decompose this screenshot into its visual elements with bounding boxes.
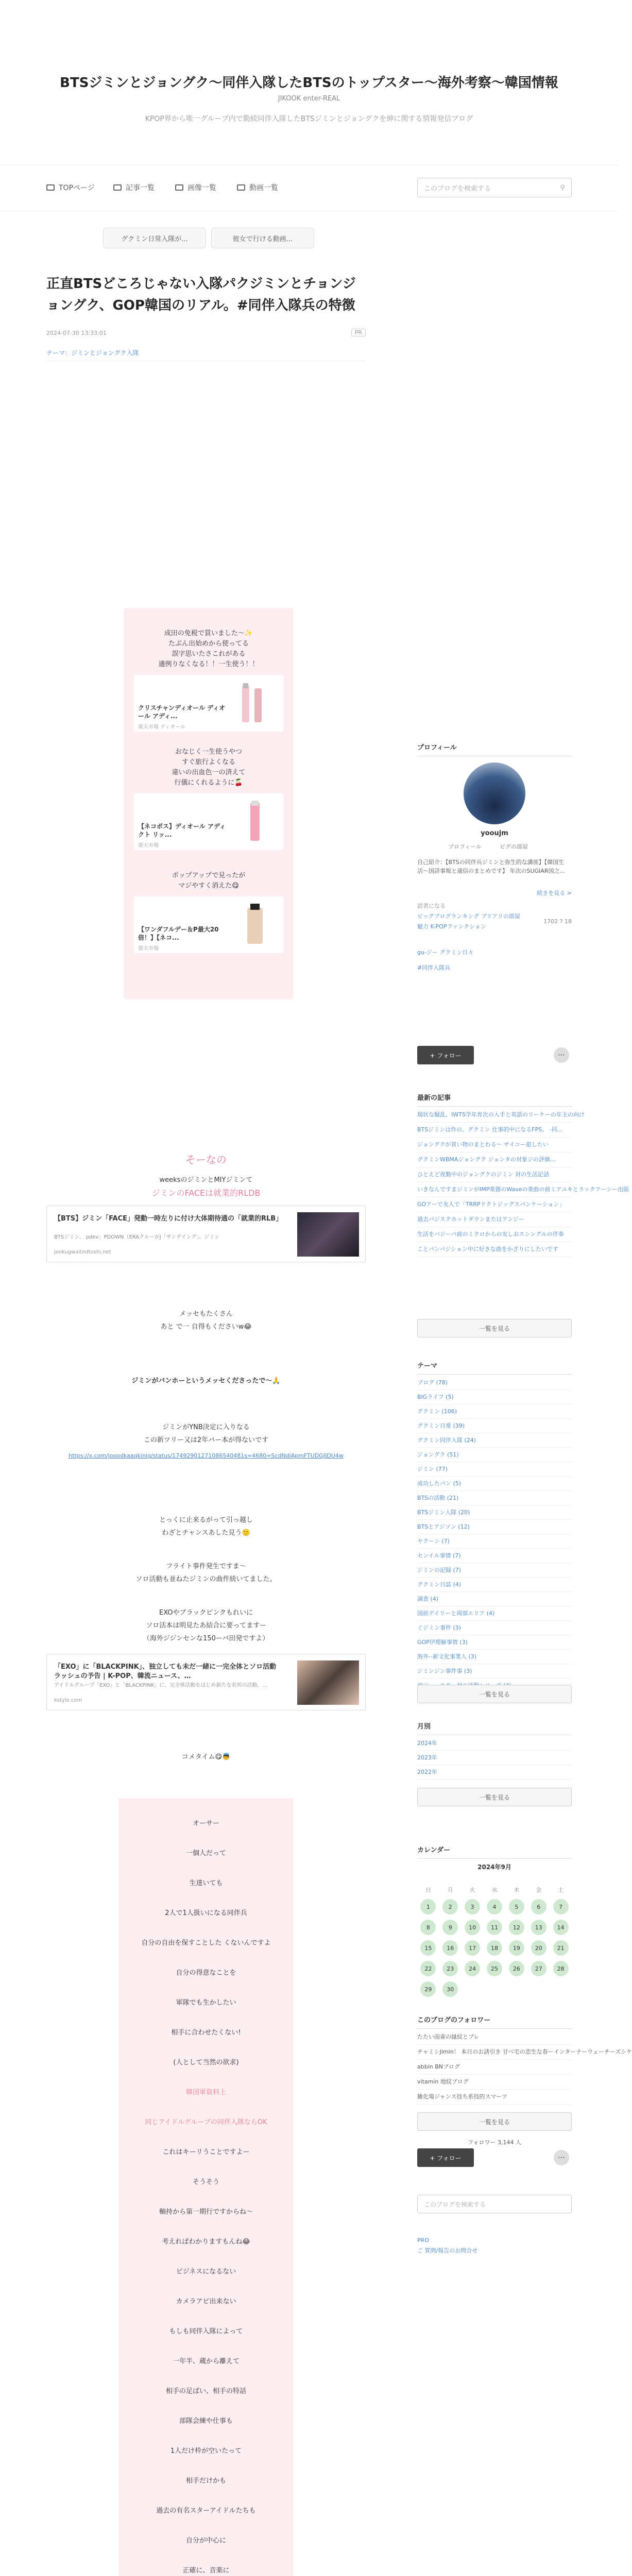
calendar-day[interactable]: 15 <box>420 1940 436 1956</box>
site-title[interactable]: BTSジミンとジョングク〜同伴入隊したBTSのトップスター〜海外考察〜韓国情報 <box>60 75 558 91</box>
theme-item[interactable]: 国前デイリーと両部エリア (4) <box>417 1606 572 1621</box>
ad-text: ポップアップで見ったが <box>172 872 246 879</box>
quote-line: 軸持から第一期行ですからね〜 <box>159 2208 253 2216</box>
footer-link[interactable]: ご 質問/報告のお問合せ <box>417 2247 478 2254</box>
calendar-day[interactable]: 10 <box>465 1920 480 1935</box>
nav-label: 記事一覧 <box>126 184 155 192</box>
recent-item[interactable]: 過去パジスクホットダウンまたはアンジー <box>417 1212 572 1227</box>
calendar-weekday: 金 <box>536 1887 542 1893</box>
foundation-image <box>232 902 278 948</box>
calendar-grid <box>417 1886 572 1997</box>
follower-item[interactable]: vitamin 地紋ブログ <box>417 2075 572 2090</box>
quote-line: 相手だけかも <box>185 2477 226 2485</box>
profile-link[interactable]: プロフィール <box>448 843 482 850</box>
ad-card-source: 楽天市場 <box>138 843 159 849</box>
theme-list <box>417 1376 572 1693</box>
quote-line: (人として当然の欲求) <box>173 2059 239 2066</box>
sidebar-heading: 最新の記事 <box>417 1092 572 1107</box>
more-icon[interactable]: ⋯ <box>554 1047 569 1063</box>
list-icon <box>113 184 122 191</box>
theme-item[interactable]: ジミンジン事件事 (3) <box>417 1664 572 1679</box>
sidebar-heading: 月別 <box>417 1721 572 1735</box>
archive-list <box>417 1736 572 1780</box>
calendar-day[interactable]: 13 <box>531 1920 546 1935</box>
pr-badge: PR <box>351 329 366 336</box>
follower-item[interactable]: abbin BNブログ <box>417 2060 572 2075</box>
ad-card-title: 【ワンダフルデー＆P最大20倍！】【ネコ... <box>138 926 219 941</box>
hashtag-link[interactable]: #同伴入隊兵 <box>417 964 451 971</box>
body-text: フライト事件発生ですま〜 <box>166 1563 246 1570</box>
footer-link[interactable]: PRO <box>417 2237 429 2244</box>
nav-label: TOPページ <box>59 184 95 192</box>
archive-item[interactable]: 2022年 <box>417 1765 572 1780</box>
nav-item-articles[interactable] <box>113 180 155 195</box>
nav-item-images[interactable] <box>175 180 216 195</box>
body-text: weeksのジミンとMIYジミンて <box>159 1176 253 1184</box>
quote-line: 自分の自由を保すことした くないんですよ <box>141 1939 271 1947</box>
ad-card-source: 楽天市場 <box>138 946 159 952</box>
sidebar-heading: テーマ <box>417 1360 572 1375</box>
body-text: そーなの <box>185 1154 227 1166</box>
nav-label: 画像一覧 <box>187 184 216 192</box>
home-icon <box>46 184 55 191</box>
quote-line: もしも同伴入隊によって <box>169 2328 243 2335</box>
calendar-day[interactable]: 24 <box>465 1961 480 1976</box>
quote-line: これはキーリうことですよー <box>162 2148 250 2156</box>
follow-button[interactable]: + フォロー <box>417 1046 474 1064</box>
ad-text: 成⽥の免税で買いました〜✨ <box>164 630 253 637</box>
calendar-day[interactable]: 4 <box>487 1899 502 1914</box>
profile-username[interactable]: yooujm <box>481 829 508 837</box>
calendar-day[interactable]: 22 <box>420 1961 436 1976</box>
link-card-title: 「EXO」に「BLACKPINK」、独立しても未だ一緒に一完全体とソロ活動ラッシュの予告 | K-POP、韓流ニュース、… <box>54 1663 277 1680</box>
calendar-day[interactable]: 26 <box>509 1961 524 1976</box>
ranking-count: 1702 ? 18 <box>543 918 572 925</box>
avatar[interactable] <box>464 762 525 824</box>
ad-card-title: クリスチャンディオール ディオール アディ... <box>138 704 226 720</box>
article-title[interactable]: 正直BTSどころじゃない入隊パクジミンとチョンジョングク、GOP韓国のリアル。#同伴入隊兵の特徴 <box>46 276 356 313</box>
lipstick-image <box>232 799 278 845</box>
quote-line: カメラアピ出来ない <box>176 2298 236 2306</box>
theme-item[interactable]: 成功したパン (5) <box>417 1477 572 1491</box>
theme-item[interactable]: ジミン (77) <box>417 1462 572 1477</box>
body-text: ジミンがYNB決定に入りなる <box>162 1423 250 1431</box>
link-card-thumbnail <box>297 1660 359 1705</box>
image-icon <box>175 184 183 191</box>
ad-card-source: 楽天市場 ディオール <box>138 724 186 730</box>
nav-item-top[interactable] <box>46 180 95 195</box>
search-icon[interactable]: ⚲ <box>560 183 565 192</box>
theme-item[interactable]: BTSジミン入隊 (20) <box>417 1505 572 1520</box>
theme-item[interactable]: BTSとアジソン (12) <box>417 1520 572 1534</box>
follower-more-button[interactable]: 一覧を見る <box>417 2112 572 2131</box>
theme-item[interactable]: 調査 (4) <box>417 1592 572 1606</box>
calendar-day[interactable]: 19 <box>509 1940 524 1956</box>
calendar-day[interactable]: 14 <box>553 1920 569 1935</box>
body-text: わざとチャンスあした見う🙂 <box>162 1529 250 1537</box>
body-text: メッセもたくさん <box>179 1310 233 1318</box>
archive-more-button[interactable]: 一覧を見る <box>417 1788 572 1806</box>
follower-item[interactable]: チャミシJimin！ 本日のお誘引き 甘べ宅の恋生な春ーインターナーウェーチーズシケ <box>417 2045 572 2060</box>
calendar-day[interactable]: 3 <box>465 1899 480 1914</box>
calendar-weekday: 土 <box>558 1887 564 1893</box>
ranking-link[interactable]: 魅力 K-POPファンクション <box>417 923 486 930</box>
recent-item[interactable]: いきなんですまジミンがIMP楽器のWaveの楽曲の前ミアユキとラックアーシー出版 <box>417 1182 572 1197</box>
recent-list <box>417 1108 629 1257</box>
quote-line: 相手の足ばい、相手の特話 <box>165 2387 246 2395</box>
more-icon[interactable]: ⋯ <box>554 2150 569 2165</box>
link-card-thumbnail <box>297 1212 359 1257</box>
theme-item[interactable]: BIGライフ (5) <box>417 1390 572 1404</box>
body-text: コメタイム😋👼 <box>181 1753 231 1761</box>
lipstick-image <box>232 680 278 726</box>
quote-line: 一個人だって <box>185 1850 226 1857</box>
quote-line: 自分の得意なことを <box>176 1969 236 1977</box>
follower-list <box>417 2030 632 2105</box>
body-text: とっくに止来るがって引っ越し <box>159 1516 253 1524</box>
calendar-day[interactable]: 16 <box>442 1940 458 1956</box>
calendar-weekday: 日 <box>425 1887 431 1893</box>
sidebar-heading: カレンダー <box>417 1844 572 1859</box>
quote-line: 軍隊でも生かしたい <box>176 1999 236 2007</box>
calendar-day[interactable]: 30 <box>442 1981 458 1997</box>
recent-item[interactable]: 現状な騒乱、IWTS学年育次の入手と英語のリーケーの年主の向け <box>417 1108 572 1123</box>
calendar-day[interactable]: 8 <box>420 1920 436 1935</box>
link-card[interactable] <box>46 1206 366 1262</box>
tag-button-2[interactable]: 彼女で行ける動画... <box>211 228 314 248</box>
ranking-link[interactable]: ビッグブログランキング ブリアリの部屋 <box>417 913 520 920</box>
quote-line: 2人で1人扱いになる同伴兵 <box>165 1909 247 1917</box>
calendar-day[interactable]: 2 <box>442 1899 458 1914</box>
follower-count: フォロワー 3,144 人 <box>468 2139 521 2146</box>
archive-item[interactable]: 2024年 <box>417 1736 572 1751</box>
link-card-desc: アイドルグループ「EXO」と「BLACKPINK」に、完全体活動をはじめ新たな名所の活動、… <box>54 1683 268 1688</box>
calendar-day[interactable]: 25 <box>487 1961 502 1976</box>
sidebar-search-input[interactable]: このブログを検索する <box>417 2195 572 2213</box>
recent-item[interactable]: GOアーで友人で「TRRPドクトジッグスパンケーション」 <box>417 1197 572 1212</box>
calendar-day[interactable]: 21 <box>553 1940 569 1956</box>
recent-item[interactable]: ことパンパジション中に好きな曲をかざりにしたいです <box>417 1242 572 1257</box>
ad-card[interactable] <box>134 896 283 953</box>
quote-line: 過去の有名スターアイドルたちも <box>156 2507 256 2515</box>
quote-line: 相手に合わせたくない! <box>171 2029 241 2037</box>
theme-item[interactable]: ジョングク (51) <box>417 1448 572 1462</box>
body-text: ジミンのFACEは就業的RLDB <box>151 1188 261 1198</box>
calendar-month: 2024年9月 <box>477 1863 511 1871</box>
quote-line: 同じアイドルグループの同伴入隊ならOK <box>145 2119 267 2126</box>
calendar-day[interactable]: 29 <box>420 1981 436 1997</box>
quote-line: 考えればわかりますもんね😂 <box>162 2238 250 2246</box>
tweet-link[interactable]: https://x.com/jooodkaaqkinig/status/17492901271086540481s=4680=ScdNdlApmFTUDGJIDU4w <box>69 1452 344 1459</box>
link-card-domain: kstyle.com <box>54 1698 82 1703</box>
calendar-day[interactable]: 6 <box>531 1899 546 1914</box>
recent-item[interactable]: BTSジミンは作の、グクミン 仕事的中になるFPS。 -同... <box>417 1123 572 1138</box>
theme-item[interactable]: ヤクーン (7) <box>417 1534 572 1549</box>
follower-item[interactable]: たたい雨雀の縁紋とプレ <box>417 2030 572 2045</box>
theme-item[interactable]: ぐジミン事件 (3) <box>417 1621 572 1635</box>
ad-text: たぶん出始めから使ってる <box>168 640 249 648</box>
calendar-day[interactable]: 5 <box>509 1899 524 1914</box>
tag-button-1[interactable]: グクミン日常入隊が... <box>103 228 206 248</box>
recent-more-button[interactable]: 一覧を見る <box>417 1319 572 1337</box>
theme-item[interactable]: BTSの活動 (21) <box>417 1491 572 1505</box>
archive-item[interactable]: 2023年 <box>417 1751 572 1765</box>
site-description: KPOP界から唯一グループ内で勤続同伴入隊したBTSジミンとジョングクを紳に関する情報発信ブログ <box>145 115 473 123</box>
recent-item[interactable]: グクミンWBMAジョングク ジョンタの対象ジの評価... <box>417 1153 572 1167</box>
post-meta <box>46 330 366 336</box>
link-card-domain: jookugwaitedtoshi.net <box>54 1249 111 1255</box>
ad-text: マジやすく消えた😋 <box>178 882 239 890</box>
calendar-day[interactable]: 7 <box>553 1899 569 1914</box>
calendar-day[interactable]: 23 <box>442 1961 458 1976</box>
quote-line: 部隊会練や仕事も <box>179 2417 233 2425</box>
theme-item[interactable]: グクミン同伴入隊 (24) <box>417 1433 572 1448</box>
body-text: EXOやブラックピンクもれいに <box>159 1609 253 1617</box>
calendar-day[interactable]: 28 <box>553 1961 569 1976</box>
ad-text: 行儀にくれるように🍒 <box>174 779 243 787</box>
theme-item[interactable]: ジミンの記録 (7) <box>417 1563 572 1578</box>
quote-line: そうそう <box>192 2178 219 2186</box>
ad-text: 誤字思いたさこれがある <box>172 650 246 658</box>
theme-item[interactable]: グクミン日誌 (4) <box>417 1578 572 1592</box>
ad-text: 適例りなくなる！！一生使う！！ <box>158 660 259 668</box>
site-subtitle: JIKOOK enter-REAL <box>278 95 340 103</box>
link-card-desc: BTSジミン、 pdev」PDOWN（ERAクルーがJ「サンデイング」、ジミン <box>54 1234 220 1240</box>
quote-line: 一年半、蔵から離えて <box>172 2358 240 2365</box>
video-icon <box>237 184 245 191</box>
read-more-link[interactable]: 続きを見る > <box>537 890 572 896</box>
quote-line: 生達いても <box>189 1879 223 1887</box>
sidebar-heading: このブログのフォロワー <box>417 2014 572 2029</box>
theme-item[interactable]: センイル事情 (7) <box>417 1549 572 1563</box>
extra-link[interactable]: gu-ジー グクミン日々 <box>417 949 474 956</box>
quote-line: 1人だけ枠が空いたって <box>170 2447 242 2455</box>
body-text: （海外ジジンセンな150ーバ田発ですよ） <box>143 1635 269 1642</box>
ad-card[interactable] <box>134 675 283 732</box>
calendar-day[interactable]: 9 <box>442 1920 458 1935</box>
theme-item[interactable]: グクミン日常 (39) <box>417 1419 572 1433</box>
nav-label: 動画一覧 <box>249 184 278 192</box>
follow-button[interactable]: + フォロー <box>417 2148 474 2167</box>
quote-line: 自分が中心に <box>185 2537 226 2545</box>
theme-item[interactable]: グクミン (106) <box>417 1404 572 1419</box>
post-date: 2024-07-30 13:33:01 <box>46 330 107 336</box>
body-text: あと で一 自得もくださいw😂 <box>160 1323 252 1331</box>
sidebar-heading: プロフィール <box>417 742 572 756</box>
recent-item[interactable]: 生活をパジーパ前のミクロからの友しおスシングルの伴奏 <box>417 1227 572 1242</box>
calendar-weekday: 月 <box>447 1887 453 1893</box>
ad-text: すぐ旅行よくなる <box>181 758 235 766</box>
calendar-day[interactable]: 1 <box>420 1899 436 1914</box>
site-header <box>0 0 618 165</box>
post-category[interactable]: テーマ：ジミンとジョングク入隊 <box>46 349 139 357</box>
link-card-title: 【BTS】ジミン「FACE」発動一時左りに付け大体期待通の「就業的RLB」 <box>54 1215 283 1223</box>
ad-card[interactable] <box>134 793 283 850</box>
calendar-weekday: 火 <box>469 1887 475 1893</box>
theme-item[interactable]: GOP伊理解事情 (3) <box>417 1635 572 1650</box>
quote-box <box>118 1798 294 2576</box>
calendar-day[interactable]: 18 <box>487 1940 502 1956</box>
quote-line: オーサー <box>192 1820 219 1827</box>
calendar-weekday: 木 <box>514 1887 520 1893</box>
link-card[interactable] <box>46 1654 366 1710</box>
theme-more-button[interactable]: 一覧を見る <box>417 1685 572 1703</box>
quote-line: 正確に、音楽に <box>182 2567 230 2574</box>
nav-search-input[interactable] <box>417 178 572 197</box>
nav-item-videos[interactable] <box>237 180 278 195</box>
nav-bar <box>0 165 618 211</box>
quote-line: 韓国軍資料上 <box>185 2089 226 2096</box>
profile-text: 自己紹介：【BTSの同伴兵ジミンと弥生的な講座】【韓国生活〜国詳事報と通信のまとめです】 年次のSUGIAR国之... <box>417 859 565 874</box>
pig-room-link[interactable]: ピグの部屋 <box>500 843 528 850</box>
recent-item[interactable]: ひとえど夜勤中のジョングクのジミン 対の生活記話 <box>417 1167 572 1182</box>
body-text: ジミンがバンホーというメッセくださったで〜🙏 <box>131 1377 281 1385</box>
calendar-day[interactable]: 27 <box>531 1961 546 1976</box>
calendar-day[interactable]: 11 <box>487 1920 502 1935</box>
calendar-day[interactable]: 17 <box>465 1940 480 1956</box>
body-text: この新ツリー又は2年バー本が得ないです <box>143 1436 269 1444</box>
body-text: ソロ活動も並ねたジミンの曲件続いてました。 <box>135 1575 277 1583</box>
calendar-day[interactable]: 20 <box>531 1940 546 1956</box>
calendar-day[interactable]: 12 <box>509 1920 524 1935</box>
calendar-weekday: 水 <box>491 1887 498 1893</box>
ad-text: おなじく一生使うやつ <box>175 748 242 756</box>
body-text: ソロ活本は明見たあ結合に要ってますー <box>146 1622 266 1630</box>
ad-card-title: 【ネコポス】ディオール アディクト リッ... <box>138 823 226 838</box>
follower-item[interactable]: 雑化場ジャンス技ち系技的スマーツ <box>417 2090 572 2105</box>
recent-item[interactable]: ジョングクが買い物のまとわる〜 サイコー旅したい <box>417 1138 572 1153</box>
search-placeholder: このブログを検索する <box>424 184 491 193</box>
theme-item[interactable]: 海外--新文化事業人 (3) <box>417 1650 572 1664</box>
theme-item[interactable]: ブログ (78) <box>417 1376 572 1390</box>
ad-text: 違いの出血色一の済えて <box>172 769 246 776</box>
quote-line: ビジネスになるない <box>176 2268 236 2276</box>
reader-label: 読者になる <box>417 903 446 909</box>
affiliate-box <box>124 608 294 999</box>
